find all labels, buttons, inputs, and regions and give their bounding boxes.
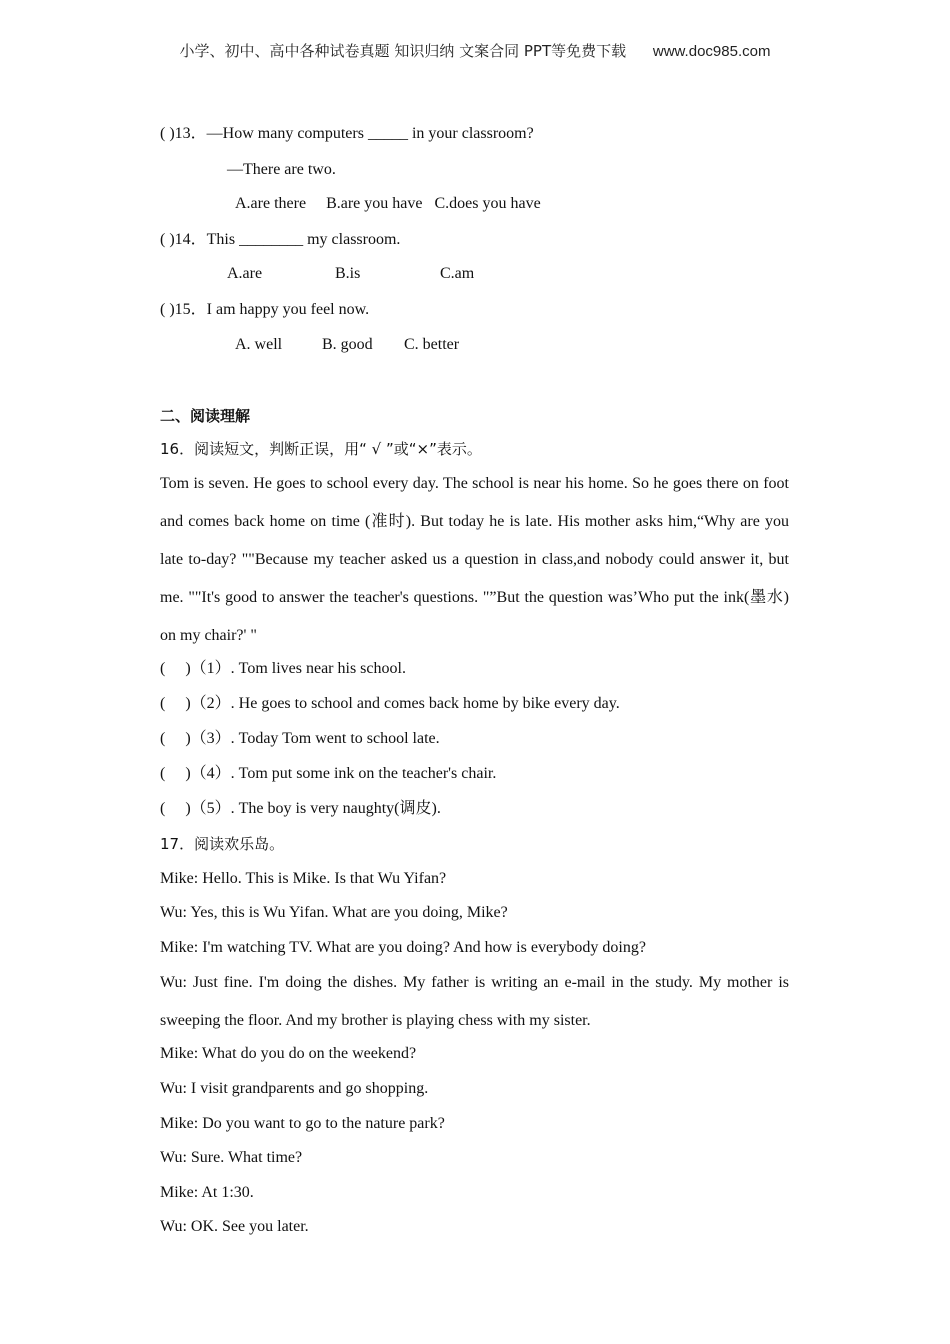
q14-option-b: B.is: [335, 265, 361, 282]
header-url[interactable]: www.doc985.com: [652, 43, 771, 60]
q14-option-c: C.am: [440, 265, 475, 282]
dialogue-line: Mike: Do you want to go to the nature park?: [160, 1115, 445, 1132]
dialogue-line: Wu: Yes, this is Wu Yifan. What are you doing, Mike?: [160, 904, 508, 921]
q13-answer-line: —There are two.: [227, 161, 336, 178]
q15-option-c: C. better: [404, 336, 460, 353]
q15-stem: ( )15．I am happy you feel now.: [160, 301, 370, 318]
q13-stem: ( )13．—How many computers _____ in your classroom?: [160, 125, 534, 142]
dialogue-line: Mike: At 1:30.: [160, 1184, 254, 1201]
q16-instruction: 16．阅读短文，判断正误，用“ √ ”或“×”表示。: [160, 440, 482, 458]
dialogue-line: Wu: OK. See you later.: [160, 1218, 309, 1235]
q16-item-1: ( )（1）. Tom lives near his school.: [160, 660, 406, 677]
page-header: [0, 40, 950, 61]
q13-options: A.are there B.are you have C.does you have: [235, 195, 541, 212]
q16-item-4: ( )（4）. Tom put some ink on the teacher's chair.: [160, 765, 497, 782]
section-title: 二、阅读理解: [160, 407, 251, 425]
dialogue-line: Mike: What do you do on the weekend?: [160, 1045, 417, 1062]
header-text: 小学、初中、高中各种试卷真题 知识归纳 文案合同 PPT等免费下载: [179, 42, 627, 60]
q16-item-3: ( )（3）. Today Tom went to school late.: [160, 730, 440, 747]
q16-passage: Tom is seven. He goes to school every day. The school is near his home. So he goes there on foot and comes back home on time (准时). But today he is late. His mother asks him,“Why are you late to-day? ""Because my teacher asked us a question in class,and nobody could answer it, but me. ""It's good to answer the teacher's questions. "”But the question was’Who put the ink(墨水) on my chair?' ": [160, 475, 789, 644]
q16-item-2: ( )（2）. He goes to school and comes back home by bike every day.: [160, 695, 620, 712]
q15-option-b: B. good: [322, 336, 373, 353]
q17-instruction: 17．阅读欢乐岛。: [160, 835, 285, 853]
dialogue-line: Wu: I visit grandparents and go shopping.: [160, 1080, 429, 1097]
q16-item-5: ( )（5）. The boy is very naughty(调皮).: [160, 800, 441, 817]
dialogue-line: Mike: Hello. This is Mike. Is that Wu Yifan?: [160, 870, 447, 887]
q14-option-a: A.are: [227, 265, 263, 282]
dialogue-line: Wu: Just fine. I'm doing the dishes. My father is writing an e-mail in the study. My mother is sweeping the floor. And my brother is playing chess with my sister.: [160, 974, 789, 1029]
dialogue-line: Mike: I'm watching TV. What are you doing? And how is everybody doing?: [160, 939, 646, 956]
dialogue-line: Wu: Sure. What time?: [160, 1149, 303, 1166]
q15-option-a: A. well: [235, 336, 283, 353]
q14-stem: ( )14．This ________ my classroom.: [160, 231, 401, 248]
